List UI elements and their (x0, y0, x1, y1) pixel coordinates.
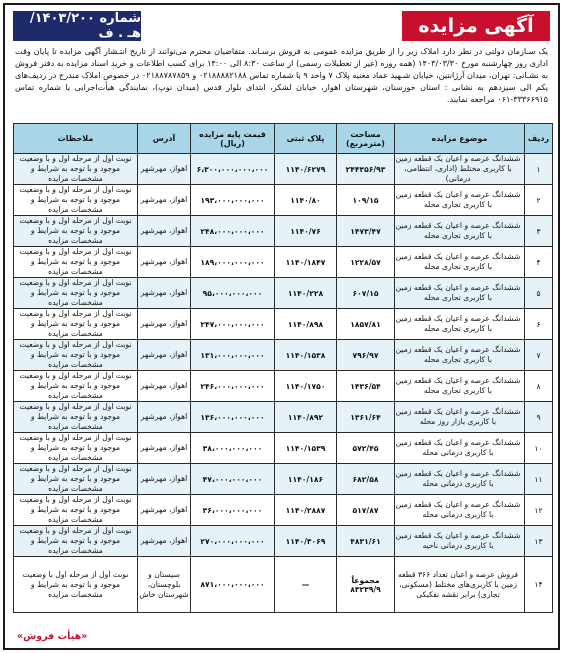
cell-plot-number: ۱۱۴۰/۸۹۲ (275, 402, 337, 433)
table-row (14, 278, 553, 309)
table-body (14, 154, 553, 613)
header-address: آدرس (138, 124, 191, 154)
cell-address: اهواز، مهرشهر (138, 433, 191, 464)
table-row (14, 557, 553, 613)
cell-notes: نوبت اول از مرحله اول و با وضعیت موجود و با توجه به شرایط و مشخصات مزایده (14, 247, 138, 278)
cell-row-number: ۶ (525, 309, 553, 340)
cell-area: ۱۲۲۸/۵۷ (337, 247, 395, 278)
cell-notes: نوبت اول از مرحله اول و با وضعیت موجود و با توجه به شرایط و مشخصات مزایده (14, 216, 138, 247)
cell-subject: ششدانگ عرصه و اعیان یک قطعه زمین با کاربری تجاری محله (395, 278, 525, 309)
cell-area: ۱۳۶۱/۶۴ (337, 402, 395, 433)
table-row (14, 433, 553, 464)
cell-subject: ششدانگ عرصه و اعیان یک قطعه زمین با کاربری تجاری محله (395, 216, 525, 247)
cell-base-price: ۱۳۶،۰۰۰،۰۰۰،۰۰۰ (191, 402, 275, 433)
cell-address: اهواز، مهرشهر (138, 495, 191, 526)
table-row (14, 247, 553, 278)
cell-notes: نوبت اول از مرحله اول و با وضعیت موجود و با توجه به شرایط و مشخصات مزایده (14, 185, 138, 216)
cell-area: ۶۰۷/۱۵ (337, 278, 395, 309)
cell-notes: نوبت اول از مرحله اول و با وضعیت موجود و با توجه به شرایط و مشخصات مزایده (14, 464, 138, 495)
cell-row-number: ۱۳ (525, 526, 553, 557)
cell-row-number: ۱۴ (525, 557, 553, 613)
auction-table (13, 123, 553, 613)
cell-notes: نوبت اول از مرحله اول و با وضعیت موجود و با توجه به شرایط و مشخصات مزایده (14, 340, 138, 371)
cell-address: اهواز، مهرشهر (138, 309, 191, 340)
cell-plot-number: ۱۱۴۰/۱۸۴۷ (275, 247, 337, 278)
cell-row-number: ۹ (525, 402, 553, 433)
cell-address: اهواز، مهرشهر (138, 154, 191, 185)
cell-base-price: ۱۳۱،۰۰۰،۰۰۰،۰۰۰ (191, 340, 275, 371)
ad-number: شماره ۱۴۰۳/۲۰۰/ هـ . ف (13, 11, 141, 41)
ad-header (13, 11, 550, 41)
cell-area: ۱۴۳۶/۵۴ (337, 371, 395, 402)
cell-subject: ششدانگ عرصه و اعیان یک قطعه زمین با کاربری تجاری محله (395, 309, 525, 340)
cell-plot-number: ۱۱۴۰/۸۰ (275, 185, 337, 216)
table-header-row (14, 124, 553, 154)
cell-address: اهواز، مهرشهر (138, 464, 191, 495)
cell-notes: نوبت اول از مرحله اول و با وضعیت موجود و با توجه به شرایط و مشخصات مزایده (14, 278, 138, 309)
cell-subject: ششدانگ عرصه و اعیان یک قطعه زمین با کاربری درمانی محله (395, 464, 525, 495)
table-row (14, 185, 553, 216)
cell-plot-number: ۱۱۴۰/۱۷۵۰ (275, 371, 337, 402)
cell-notes: نوبت اول از مرحله اول با وضعیت موجود و با توجه به شرایط و مشخصات مزایده (14, 557, 138, 613)
auction-ad (3, 3, 560, 650)
cell-subject: ششدانگ عرصه و اعیان یک قطعه زمین با کاربری تجاری محله (395, 340, 525, 371)
table-row (14, 495, 553, 526)
cell-plot-number: ۱۱۴۰/۶۲۷۹ (275, 154, 337, 185)
cell-notes: نوبت اول از مرحله اول و با وضعیت موجود و با توجه به شرایط و مشخصات مزایده (14, 495, 138, 526)
table-row (14, 402, 553, 433)
cell-base-price: ۲۴۶،۰۰۰،۰۰۰،۰۰۰ (191, 371, 275, 402)
cell-area: ۵۷۲/۴۵ (337, 433, 395, 464)
cell-address: اهواز، مهرشهر (138, 371, 191, 402)
cell-base-price: ۳۸،۰۰۰،۰۰۰،۰۰۰ (191, 433, 275, 464)
cell-area: ۵۱۷/۸۷ (337, 495, 395, 526)
cell-area: ۲۴۴۳۵۶/۹۳ (337, 154, 395, 185)
header-area: مساحت (مترمربع) (337, 124, 395, 154)
table-row (14, 340, 553, 371)
ad-title: آگهی مزایده (402, 11, 550, 41)
cell-notes: نوبت اول از مرحله اول و با وضعیت موجود و با توجه به شرایط و مشخصات مزایده (14, 371, 138, 402)
cell-address: اهواز، مهرشهر (138, 402, 191, 433)
cell-subject: ششدانگ عرصه و اعیان یک قطعه زمین با کاربری تجاری محله (395, 247, 525, 278)
cell-base-price: ۴۷،۰۰۰،۰۰۰،۰۰۰ (191, 464, 275, 495)
cell-base-price: ۳۶،۰۰۰،۰۰۰،۰۰۰ (191, 495, 275, 526)
cell-plot-number: ۱۱۴۰/۷۶ (275, 216, 337, 247)
table-row (14, 154, 553, 185)
cell-base-price: ۸۷۱،۰۰۰،۰۰۰،۰۰۰ (191, 557, 275, 613)
cell-plot-number: ۱۱۴۰/۱۸۶ (275, 464, 337, 495)
cell-area: ۶۸۲/۵۸ (337, 464, 395, 495)
cell-subject: ششدانگ عرصه و اعیان یک قطعه زمین با کاربری مختلط (اداری، انتظامی، درمانی) (395, 154, 525, 185)
cell-address: سیستان و بلوچستان، شهرستان خاش (138, 557, 191, 613)
cell-base-price: ۲۴۸،۰۰۰،۰۰۰،۰۰۰ (191, 216, 275, 247)
cell-plot-number: ۱۱۴۰/۸۹۸ (275, 309, 337, 340)
cell-plot-number: ۱۱۴۰/۱۵۳۸ (275, 340, 337, 371)
cell-base-price: ۹۵،۰۰۰،۰۰۰،۰۰۰ (191, 278, 275, 309)
cell-area: ۱۴۷۳/۴۷ (337, 216, 395, 247)
cell-row-number: ۷ (525, 340, 553, 371)
cell-row-number: ۱۰ (525, 433, 553, 464)
cell-area: ۱۰۹/۱۵ (337, 185, 395, 216)
header-row-no: ردیف (525, 124, 553, 154)
cell-base-price: ۱۸۹،۰۰۰،۰۰۰،۰۰۰ (191, 247, 275, 278)
cell-base-price: ۶،۳۰۰،۰۰۰،۰۰۰،۰۰۰ (191, 154, 275, 185)
cell-address: اهواز، مهرشهر (138, 278, 191, 309)
cell-notes: نوبت اول از مرحله اول و با وضعیت موجود و با توجه به شرایط و مشخصات مزایده (14, 309, 138, 340)
cell-plot-number: — (275, 557, 337, 613)
header-base-price: قیمت پایه مزایده (ریال) (191, 124, 275, 154)
cell-plot-number: ۱۱۴۰/۳۰۶۹ (275, 526, 337, 557)
cell-address: اهواز، مهرشهر (138, 340, 191, 371)
cell-plot-number: ۱۱۴۰/۱۵۳۹ (275, 433, 337, 464)
cell-area: ۴۸۳۱/۶۱ (337, 526, 395, 557)
cell-row-number: ۱۱ (525, 464, 553, 495)
cell-row-number: ۳ (525, 216, 553, 247)
intro-paragraph: یک سـازمان دولتی در نظر دارد املاک زیر را از طریق مزایده عمومی به فروش برسـاند. متقاضیان محترم می‌توانند از تاریخ انتـشار آگهی مزایده تا پایان وقت اداری روز چهارشنبه مورخ ۱۴۰۳/۰۳/۳۰ (همه روزه (غیر از تعطیلات رسمی) از ساعت ۸:۳۰ الی ۱۴:۰۰ برای کسب اطلاعات و خرید اسناد مزایده به دفتر فروش به نشـانی: تهران، میدان آرژانتین، خیابان شـهید عماد مغنیه پلاک ۷ واحد ۹ یا شماره تماس ۰۲۱۸۸۸۸۲۱۸۸ و ۰۲۱۸۸۷۸۷۸۵۹ در خصوص املاک مندرج در ردیف‌های یکم الی سیزدهم به نشانی : استان خوزستان، شهرستان اهواز، خیابان لشکر، ابتدای بلوار قدس (میدان توپ)، نمایندگی هیأت‌اجرایی یا شماره تماس ۳۳۳۶۶۹۱۵-۰۶۱ مراجعه نمایند. (15, 46, 548, 104)
cell-notes: نوبت اول از مرحله اول و با وضعیت موجود و با توجه به شرایط و مشخصات مزایده (14, 402, 138, 433)
cell-row-number: ۱ (525, 154, 553, 185)
cell-notes: نوبت اول از مرحله اول و با وضعیت موجود و با توجه به شرایط و مشخصات مزایده (14, 433, 138, 464)
table-row (14, 216, 553, 247)
table-row (14, 371, 553, 402)
cell-base-price: ۲۴۷،۰۰۰،۰۰۰،۰۰۰ (191, 309, 275, 340)
cell-row-number: ۲ (525, 185, 553, 216)
cell-plot-number: ۱۱۴۰/۲۸۸۷ (275, 495, 337, 526)
cell-area: ۷۹۶/۹۷ (337, 340, 395, 371)
cell-base-price: ۱۹۳،۰۰۰،۰۰۰،۰۰۰ (191, 185, 275, 216)
header-plot: پلاک ثبتی (275, 124, 337, 154)
header-notes: ملاحظات (14, 124, 138, 154)
cell-subject: ششدانگ عرصه و اعیان یک قطعه زمین با کاربری تجاری محله (395, 371, 525, 402)
header-subject: موضوع مزایده (395, 124, 525, 154)
cell-subject: ششدانگ عرصه و اعیان یک قطعه زمین با کاربری درمانی محله (395, 495, 525, 526)
table-row (14, 526, 553, 557)
cell-subject: فروش عرصه و اعیان تعداد ۳۶۶ قطعه زمین با کاربری‌های مختلط (مسکونی، تجاری) برابر نقشه تفکیکی (395, 557, 525, 613)
footer-signature: «هیأت فروش» (17, 631, 88, 642)
cell-row-number: ۸ (525, 371, 553, 402)
cell-area: ۱۸۵۷/۸۱ (337, 309, 395, 340)
cell-subject: ششدانگ عرصه و اعیان یک قطعه زمین با کاربری درمانی ناحیه (395, 526, 525, 557)
table-row (14, 464, 553, 495)
cell-address: اهواز، مهرشهر (138, 526, 191, 557)
cell-base-price: ۲۷۰،۰۰۰،۰۰۰،۰۰۰ (191, 526, 275, 557)
table-row (14, 309, 553, 340)
cell-address: اهواز، مهرشهر (138, 247, 191, 278)
cell-subject: ششدانگ عرصه و اعیان یک قطعه زمین با کاربری درمانی محله (395, 433, 525, 464)
cell-area: مجموعاً ۸۳۲۳۹/۹ (337, 557, 395, 613)
cell-row-number: ۱۲ (525, 495, 553, 526)
cell-row-number: ۵ (525, 278, 553, 309)
cell-row-number: ۴ (525, 247, 553, 278)
cell-subject: ششدانگ عرصه و اعیان یک قطعه زمین با کاربری بازار روز محله (395, 402, 525, 433)
cell-plot-number: ۱۱۴۰/۲۲۸ (275, 278, 337, 309)
cell-notes: نوبت اول از مرحله اول و با وضعیت موجود و با توجه به شرایط و مشخصات مزایده (14, 154, 138, 185)
cell-subject: ششدانگ عرصه و اعیان یک قطعه زمین با کاربری تجاری محله (395, 185, 525, 216)
cell-address: اهواز، مهرشهر (138, 185, 191, 216)
cell-notes: نوبت اول از مرحله اول و با وضعیت موجود و با توجه به شرایط و مشخصات مزایده (14, 526, 138, 557)
cell-address: اهواز، مهرشهر (138, 216, 191, 247)
